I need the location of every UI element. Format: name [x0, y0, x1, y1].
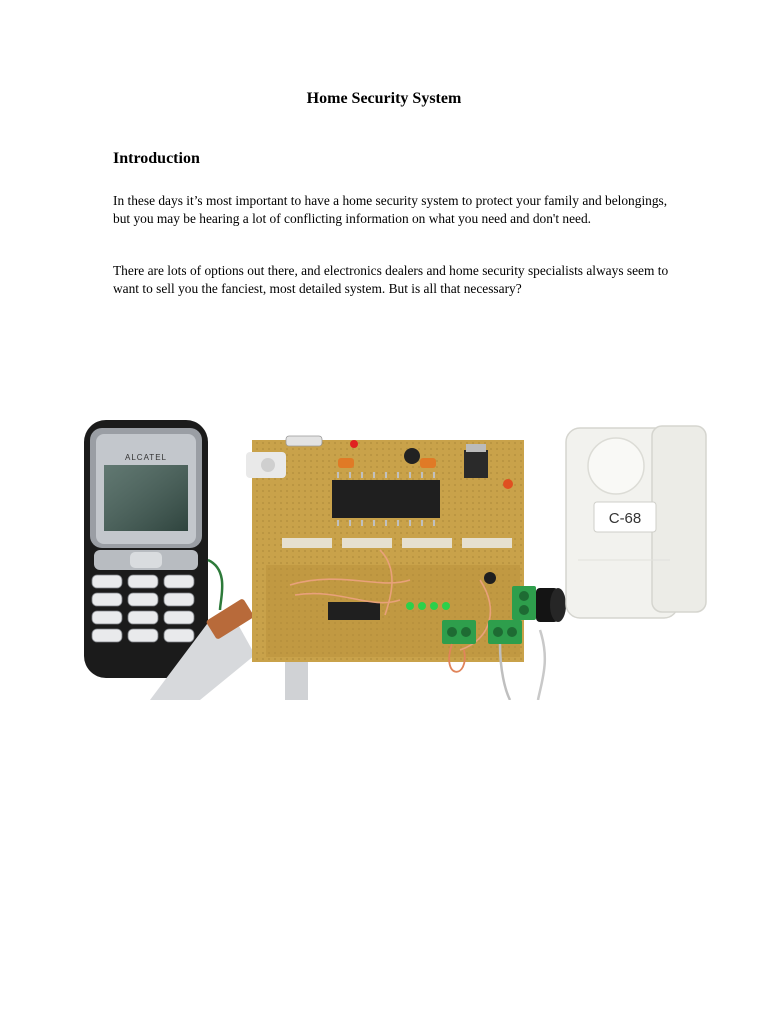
paragraph: There are lots of options out there, and electronics dealers and home security specialists always seem to want to sell you the fanciest, most detailed system. But is all that necessary? — [113, 263, 669, 296]
sensor-model-label: C-68 — [608, 510, 642, 527]
section-heading-introduction: Introduction — [113, 150, 200, 167]
document-title: Home Security System — [306, 90, 462, 107]
buzzer — [536, 588, 566, 622]
door-sensor-alarm — [538, 426, 706, 700]
mobile-phone — [84, 420, 208, 678]
circuit-board — [246, 436, 524, 662]
paragraph: In these days it’s most important to have a home security system to protect your family and belongings, but you may be hearing a lot of conflicting information on what you need and don't need. — [113, 193, 668, 226]
phone-brand-label: ALCATEL — [125, 453, 167, 462]
product-photo — [80, 410, 720, 700]
